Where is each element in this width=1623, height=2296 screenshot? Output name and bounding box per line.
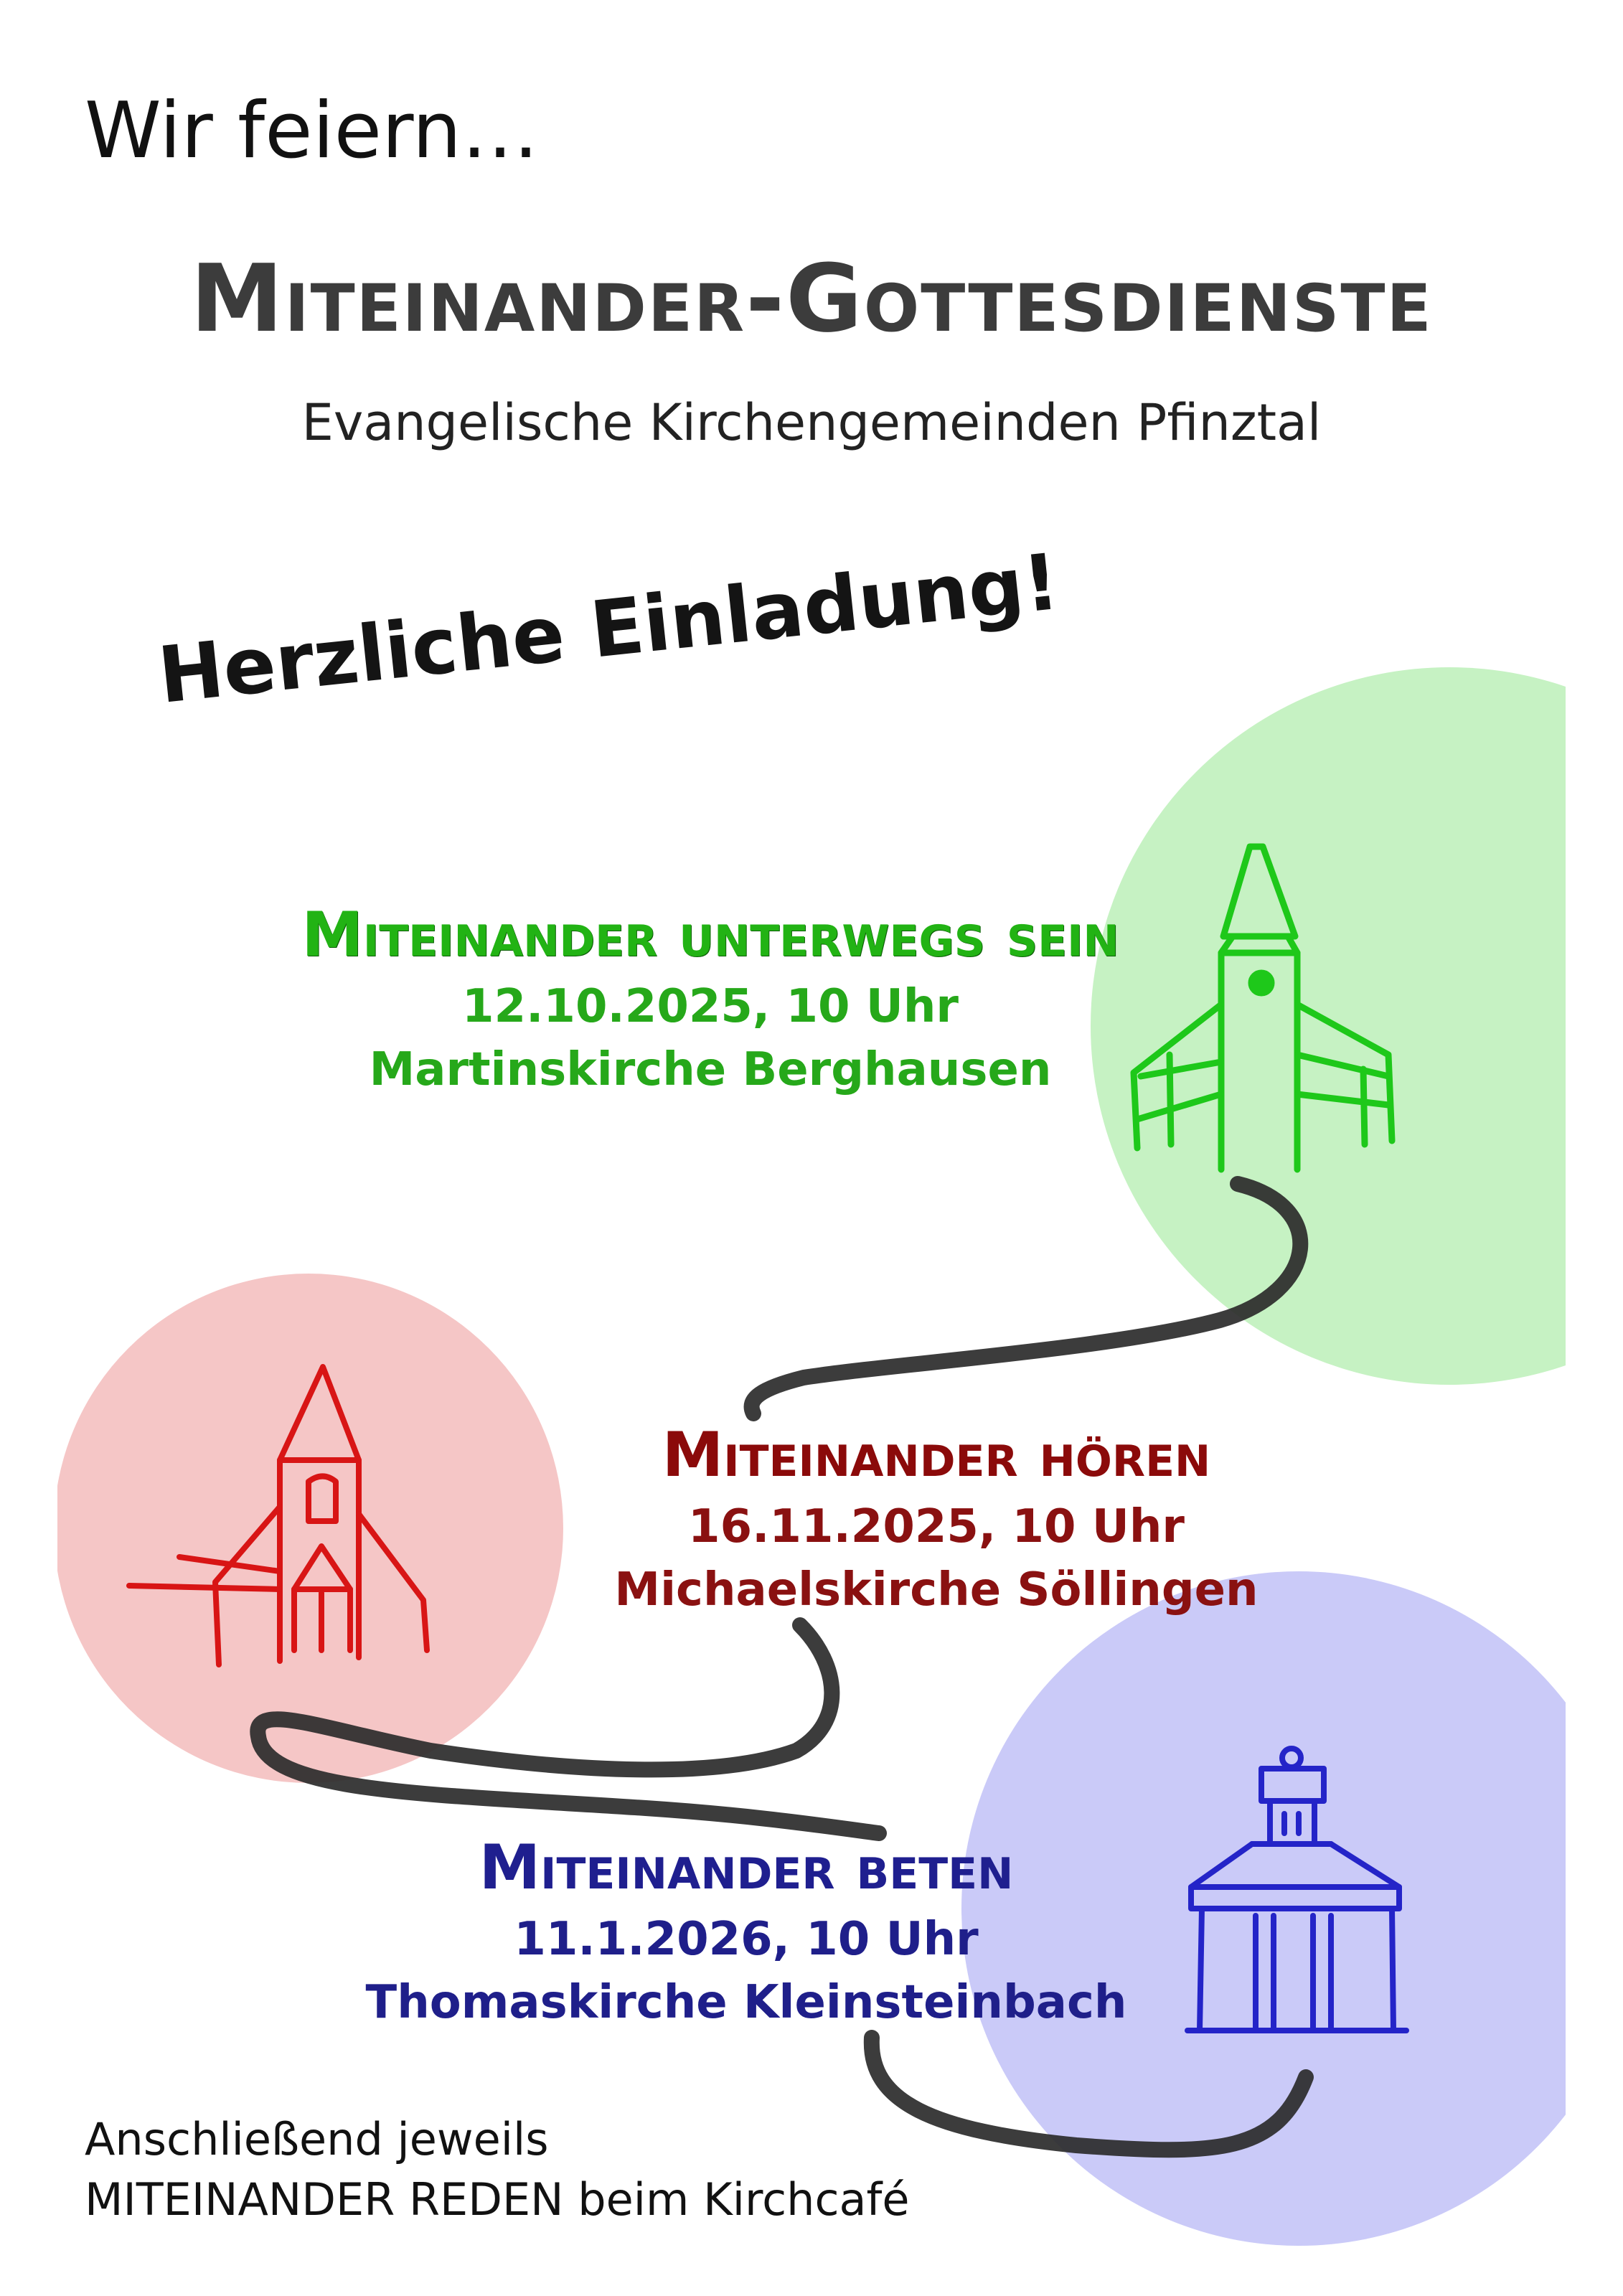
page-subtitle: Evangelische Kirchengemeinden Pfinztal <box>301 393 1322 452</box>
footer-line-2: MITEINANDER REDEN beim Kirchcafé <box>85 2173 910 2226</box>
footer-note <box>85 2109 910 2229</box>
event-title: Miteinander unterwegs sein <box>301 899 1119 971</box>
event-beten <box>359 1832 1134 2029</box>
event-date: 11.1.2026, 10 Uhr <box>514 1913 979 1966</box>
event-place: Martinskirche Berghausen <box>369 1043 1052 1096</box>
footer-line-1: Anschließend jeweils <box>85 2113 549 2165</box>
event-unterwegs-sein <box>273 899 1148 1096</box>
intro-text: Wir feiern… <box>85 86 540 176</box>
event-hoeren <box>560 1419 1313 1617</box>
event-title: Miteinander beten <box>479 1832 1014 1904</box>
green-circle <box>1091 667 1623 1385</box>
event-place: Michaelskirche Söllingen <box>614 1563 1259 1617</box>
event-title: Miteinander hören <box>662 1419 1211 1491</box>
page-title: Miteinander-Gottesdienste <box>190 244 1433 353</box>
event-place: Thomaskirche Kleinsteinbach <box>365 1976 1127 2029</box>
red-circle <box>54 1274 563 1783</box>
event-date: 16.11.2025, 10 Uhr <box>688 1500 1185 1553</box>
invitation-heading: Herzliche Einladung! <box>154 537 1063 721</box>
event-date: 12.10.2025, 10 Uhr <box>462 980 959 1033</box>
